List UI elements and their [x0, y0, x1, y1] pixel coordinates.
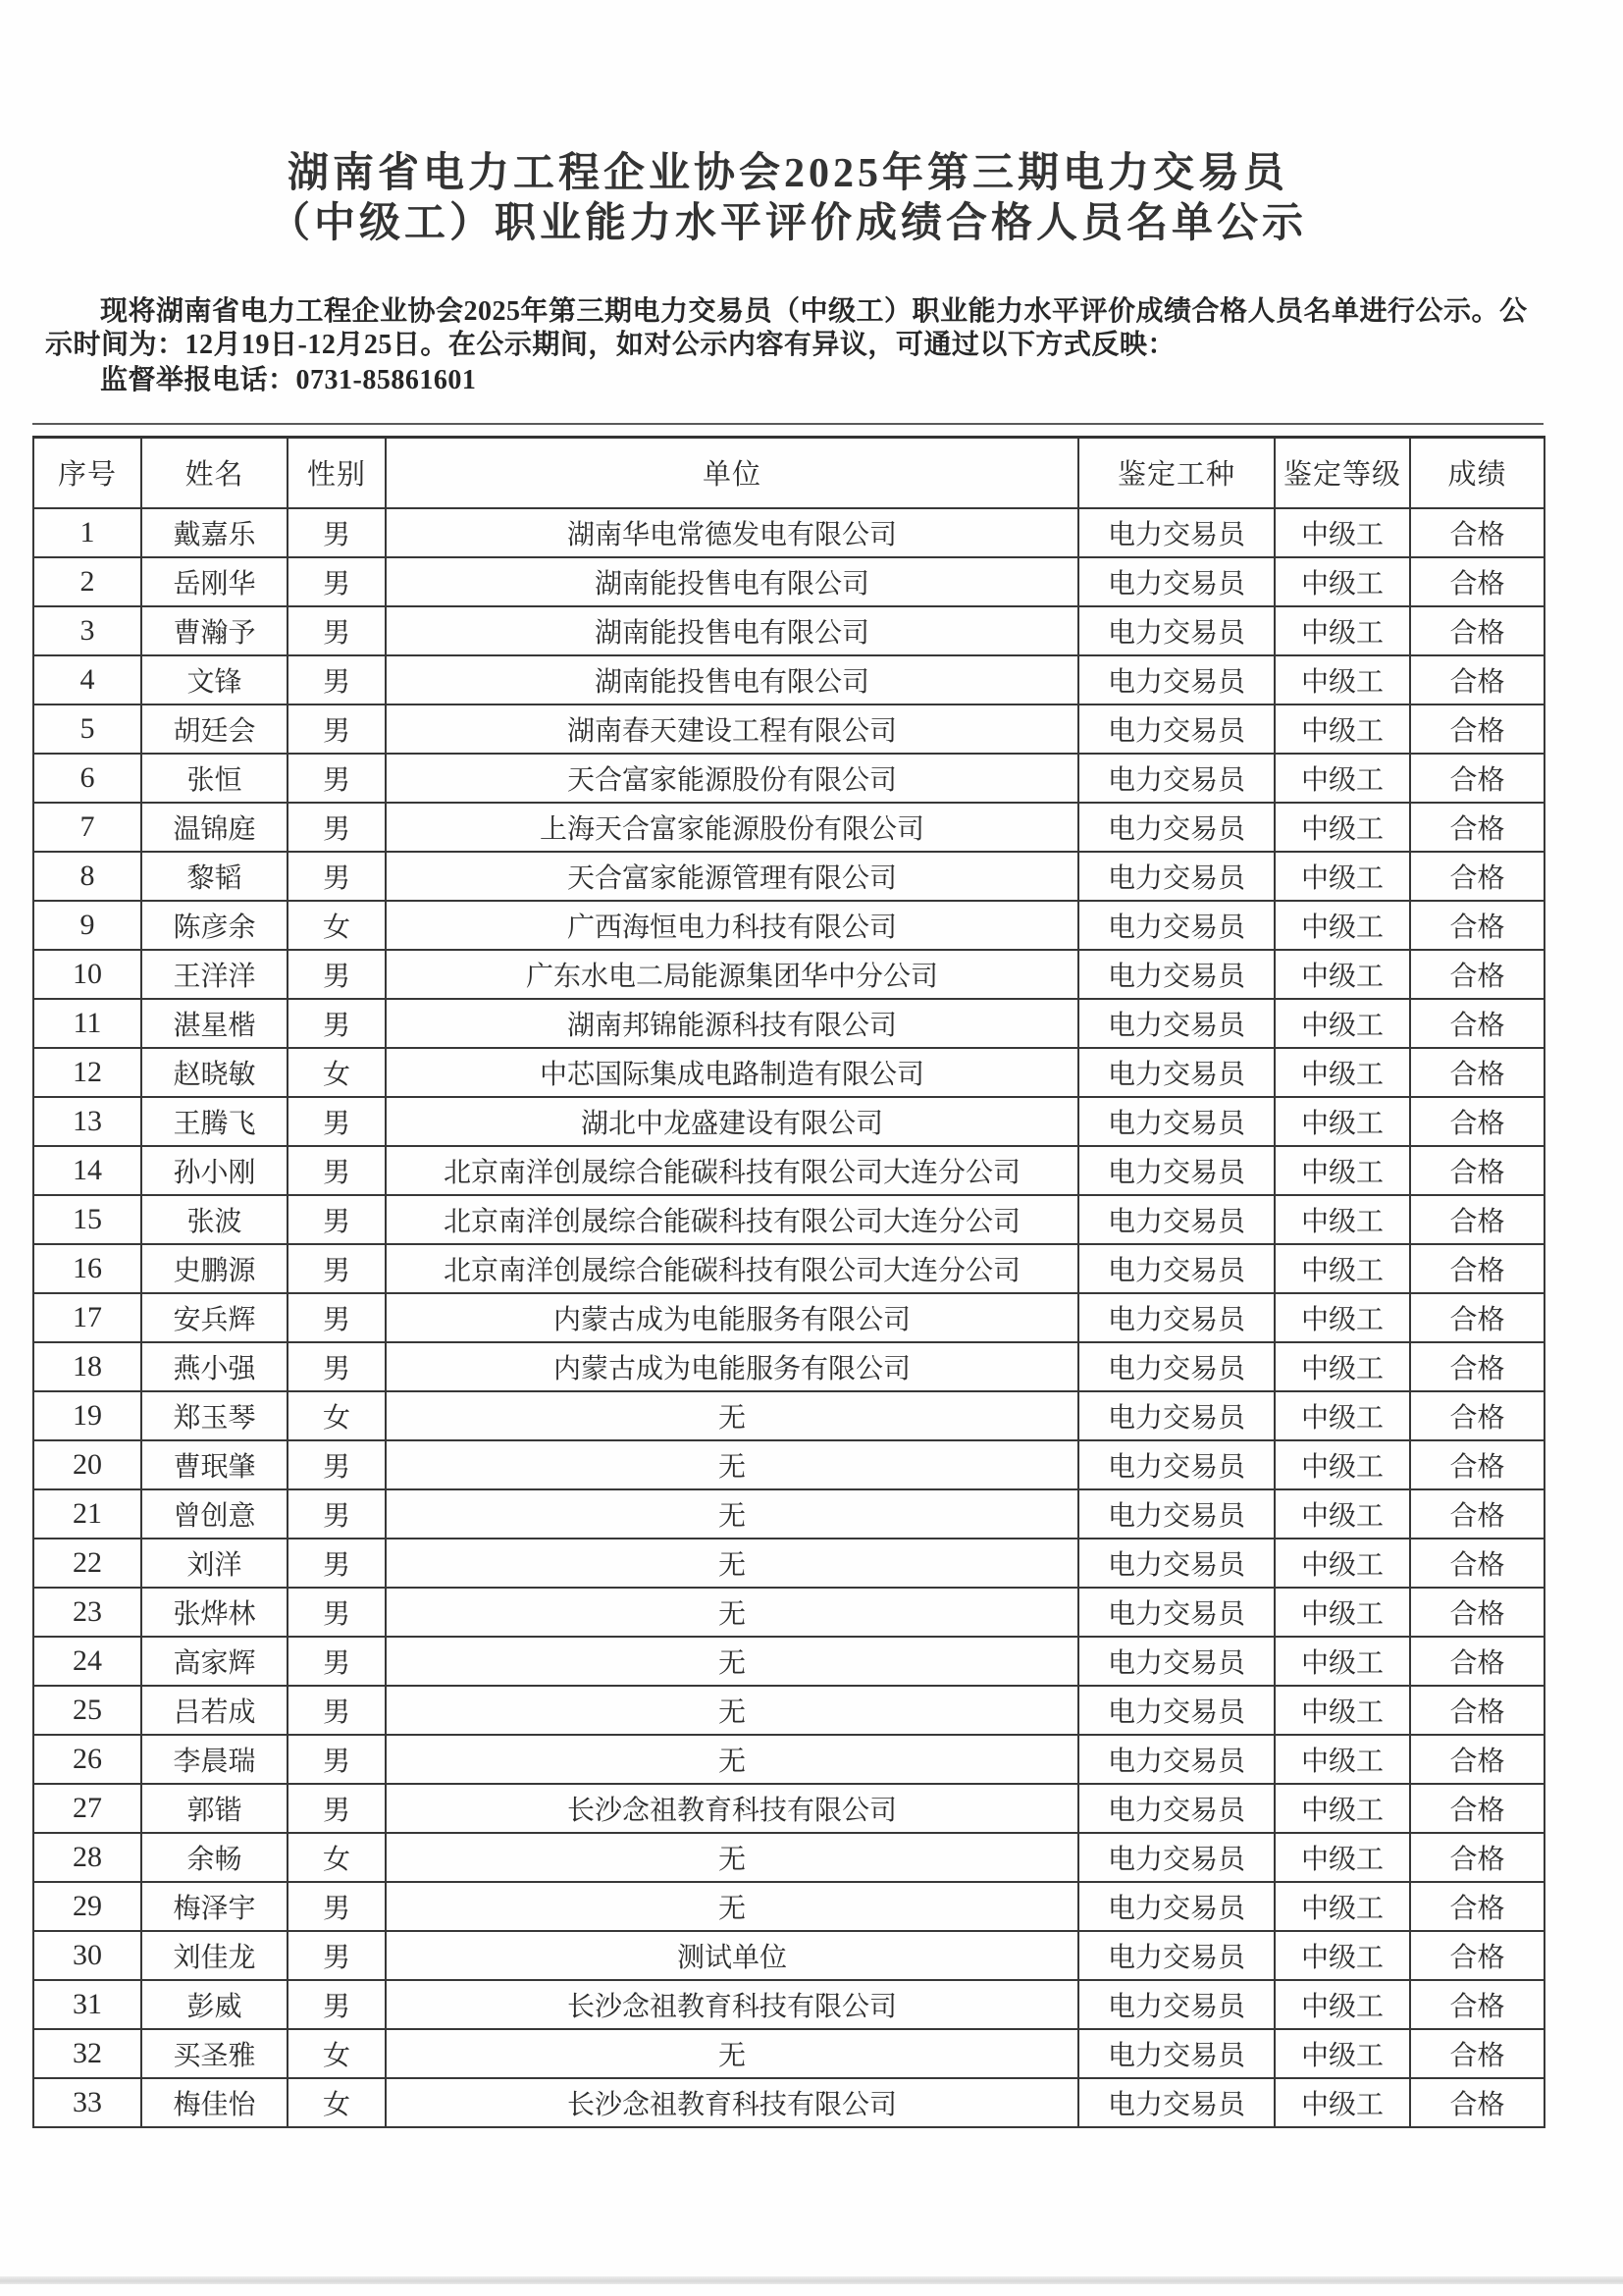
cell-occupation: 电力交易员 [1078, 1784, 1275, 1833]
cell-result: 合格 [1410, 1244, 1544, 1293]
cell-result: 合格 [1410, 1195, 1544, 1244]
table-row [33, 704, 1544, 754]
cell-occupation: 电力交易员 [1078, 557, 1275, 606]
cell-index: 11 [33, 999, 141, 1048]
cell-occupation: 电力交易员 [1078, 1048, 1275, 1097]
cell-index: 8 [33, 852, 141, 901]
table-body [33, 508, 1544, 2127]
cell-unit: 测试单位 [386, 1931, 1078, 1980]
scan-shadow [0, 2276, 1623, 2284]
cell-occupation: 电力交易员 [1078, 803, 1275, 852]
cell-occupation: 电力交易员 [1078, 2078, 1275, 2127]
cell-gender: 男 [288, 655, 386, 704]
cell-name: 梅泽宇 [141, 1882, 288, 1931]
cell-unit: 湖南华电常德发电有限公司 [386, 508, 1078, 557]
cell-gender: 女 [288, 1391, 386, 1440]
cell-occupation: 电力交易员 [1078, 852, 1275, 901]
cell-gender: 男 [288, 803, 386, 852]
table-row [33, 852, 1544, 901]
cell-occupation: 电力交易员 [1078, 1391, 1275, 1440]
cell-name: 史鹏源 [141, 1244, 288, 1293]
cell-occupation: 电力交易员 [1078, 901, 1275, 950]
cell-level: 中级工 [1275, 1539, 1410, 1588]
cell-index: 15 [33, 1195, 141, 1244]
cell-occupation: 电力交易员 [1078, 1882, 1275, 1931]
table-row [33, 508, 1544, 557]
cell-result: 合格 [1410, 606, 1544, 655]
table-row [33, 754, 1544, 803]
cell-result: 合格 [1410, 1391, 1544, 1440]
cell-name: 王腾飞 [141, 1097, 288, 1146]
cell-index: 23 [33, 1588, 141, 1637]
table-row [33, 2029, 1544, 2078]
cell-result: 合格 [1410, 1097, 1544, 1146]
cell-index: 4 [33, 655, 141, 704]
cell-name: 王洋洋 [141, 950, 288, 999]
cell-name: 买圣雅 [141, 2029, 288, 2078]
cell-occupation: 电力交易员 [1078, 1342, 1275, 1391]
cell-level: 中级工 [1275, 1637, 1410, 1686]
cell-unit: 湖南能投售电有限公司 [386, 606, 1078, 655]
table-row [33, 1489, 1544, 1539]
cell-occupation: 电力交易员 [1078, 1489, 1275, 1539]
header-cell-occupation: 鉴定工种 [1078, 438, 1275, 508]
cell-unit: 无 [386, 2029, 1078, 2078]
cell-name: 温锦庭 [141, 803, 288, 852]
cell-result: 合格 [1410, 1588, 1544, 1637]
cell-result: 合格 [1410, 1146, 1544, 1195]
cell-index: 30 [33, 1931, 141, 1980]
cell-level: 中级工 [1275, 1195, 1410, 1244]
table-row [33, 1097, 1544, 1146]
cell-index: 6 [33, 754, 141, 803]
cell-name: 郑玉琴 [141, 1391, 288, 1440]
cell-occupation: 电力交易员 [1078, 2029, 1275, 2078]
cell-unit: 无 [386, 1686, 1078, 1735]
cell-occupation: 电力交易员 [1078, 1686, 1275, 1735]
table-row [33, 1882, 1544, 1931]
cell-index: 3 [33, 606, 141, 655]
table-row [33, 1637, 1544, 1686]
cell-name: 张波 [141, 1195, 288, 1244]
cell-gender: 女 [288, 901, 386, 950]
table-header-row [33, 438, 1544, 508]
cell-gender: 男 [288, 557, 386, 606]
cell-name: 彭威 [141, 1980, 288, 2029]
cell-level: 中级工 [1275, 2029, 1410, 2078]
cell-unit: 无 [386, 1440, 1078, 1489]
cell-gender: 男 [288, 950, 386, 999]
cell-name: 曹瀚予 [141, 606, 288, 655]
cell-index: 26 [33, 1735, 141, 1784]
cell-index: 7 [33, 803, 141, 852]
cell-index: 12 [33, 1048, 141, 1097]
cell-unit: 天合富家能源管理有限公司 [386, 852, 1078, 901]
cell-unit: 内蒙古成为电能服务有限公司 [386, 1293, 1078, 1342]
cell-unit: 无 [386, 1539, 1078, 1588]
cell-gender: 男 [288, 1686, 386, 1735]
cell-name: 刘佳龙 [141, 1931, 288, 1980]
cell-level: 中级工 [1275, 1588, 1410, 1637]
cell-occupation: 电力交易员 [1078, 1833, 1275, 1882]
cell-unit: 北京南洋创晟综合能碳科技有限公司大连分公司 [386, 1195, 1078, 1244]
table-row [33, 1293, 1544, 1342]
cell-occupation: 电力交易员 [1078, 1980, 1275, 2029]
header-cell-index: 序号 [33, 438, 141, 508]
header-cell-gender: 性别 [288, 438, 386, 508]
cell-result: 合格 [1410, 1489, 1544, 1539]
cell-occupation: 电力交易员 [1078, 1293, 1275, 1342]
cell-result: 合格 [1410, 1539, 1544, 1588]
cell-occupation: 电力交易员 [1078, 950, 1275, 999]
cell-occupation: 电力交易员 [1078, 1588, 1275, 1637]
cell-result: 合格 [1410, 1735, 1544, 1784]
table-row [33, 1391, 1544, 1440]
cell-level: 中级工 [1275, 1931, 1410, 1980]
cell-name: 赵晓敏 [141, 1048, 288, 1097]
cell-gender: 男 [288, 1637, 386, 1686]
cell-level: 中级工 [1275, 606, 1410, 655]
cell-gender: 男 [288, 1539, 386, 1588]
cell-occupation: 电力交易员 [1078, 1097, 1275, 1146]
cell-unit: 广东水电二局能源集团华中分公司 [386, 950, 1078, 999]
cell-occupation: 电力交易员 [1078, 754, 1275, 803]
cell-result: 合格 [1410, 1342, 1544, 1391]
header-cell-level: 鉴定等级 [1275, 438, 1410, 508]
cell-level: 中级工 [1275, 1833, 1410, 1882]
cell-occupation: 电力交易员 [1078, 1195, 1275, 1244]
table-row [33, 999, 1544, 1048]
cell-index: 1 [33, 508, 141, 557]
cell-level: 中级工 [1275, 1735, 1410, 1784]
cell-gender: 男 [288, 1882, 386, 1931]
table-row [33, 803, 1544, 852]
cell-index: 29 [33, 1882, 141, 1931]
cell-occupation: 电力交易员 [1078, 1637, 1275, 1686]
cell-result: 合格 [1410, 901, 1544, 950]
cell-level: 中级工 [1275, 852, 1410, 901]
cell-unit: 无 [386, 1735, 1078, 1784]
table-row [33, 950, 1544, 999]
cell-gender: 男 [288, 1489, 386, 1539]
cell-level: 中级工 [1275, 655, 1410, 704]
cell-occupation: 电力交易员 [1078, 606, 1275, 655]
table-row [33, 1342, 1544, 1391]
cell-name: 张恒 [141, 754, 288, 803]
cell-level: 中级工 [1275, 1097, 1410, 1146]
page-title-line1: 湖南省电力工程企业协会2025年第三期电力交易员 [287, 151, 1288, 196]
cell-index: 24 [33, 1637, 141, 1686]
cell-result: 合格 [1410, 557, 1544, 606]
cell-result: 合格 [1410, 655, 1544, 704]
table-row [33, 1833, 1544, 1882]
table-row [33, 1440, 1544, 1489]
cell-unit: 长沙念祖教育科技有限公司 [386, 2078, 1078, 2127]
cell-unit: 湖南能投售电有限公司 [386, 557, 1078, 606]
cell-index: 28 [33, 1833, 141, 1882]
cell-result: 合格 [1410, 1293, 1544, 1342]
table-row [33, 1980, 1544, 2029]
cell-result: 合格 [1410, 1048, 1544, 1097]
cell-index: 17 [33, 1293, 141, 1342]
cell-index: 9 [33, 901, 141, 950]
cell-gender: 男 [288, 1440, 386, 1489]
cell-gender: 女 [288, 1048, 386, 1097]
cell-name: 余畅 [141, 1833, 288, 1882]
cell-name: 文锋 [141, 655, 288, 704]
cell-level: 中级工 [1275, 1980, 1410, 2029]
table-top-rule [32, 423, 1544, 425]
cell-index: 21 [33, 1489, 141, 1539]
cell-index: 16 [33, 1244, 141, 1293]
cell-level: 中级工 [1275, 1882, 1410, 1931]
cell-unit: 无 [386, 1489, 1078, 1539]
cell-index: 32 [33, 2029, 141, 2078]
cell-level: 中级工 [1275, 508, 1410, 557]
table-row [33, 655, 1544, 704]
page-title [32, 149, 1544, 249]
cell-result: 合格 [1410, 803, 1544, 852]
cell-index: 31 [33, 1980, 141, 2029]
cell-level: 中级工 [1275, 1342, 1410, 1391]
cell-gender: 男 [288, 1244, 386, 1293]
cell-index: 27 [33, 1784, 141, 1833]
cell-name: 梅佳怡 [141, 2078, 288, 2127]
cell-result: 合格 [1410, 1980, 1544, 2029]
cell-result: 合格 [1410, 508, 1544, 557]
cell-level: 中级工 [1275, 1293, 1410, 1342]
header-cell-result: 成绩 [1410, 438, 1544, 508]
table-row [33, 606, 1544, 655]
cell-name: 燕小强 [141, 1342, 288, 1391]
cell-unit: 中芯国际集成电路制造有限公司 [386, 1048, 1078, 1097]
cell-level: 中级工 [1275, 1244, 1410, 1293]
cell-result: 合格 [1410, 1637, 1544, 1686]
cell-gender: 男 [288, 1293, 386, 1342]
cell-occupation: 电力交易员 [1078, 1244, 1275, 1293]
cell-level: 中级工 [1275, 704, 1410, 754]
header-cell-name: 姓名 [141, 438, 288, 508]
cell-name: 曾创意 [141, 1489, 288, 1539]
cell-name: 郭锴 [141, 1784, 288, 1833]
cell-result: 合格 [1410, 1882, 1544, 1931]
cell-index: 14 [33, 1146, 141, 1195]
cell-result: 合格 [1410, 2029, 1544, 2078]
cell-unit: 无 [386, 1833, 1078, 1882]
cell-unit: 上海天合富家能源股份有限公司 [386, 803, 1078, 852]
cell-level: 中级工 [1275, 1048, 1410, 1097]
cell-level: 中级工 [1275, 1686, 1410, 1735]
cell-index: 18 [33, 1342, 141, 1391]
cell-index: 22 [33, 1539, 141, 1588]
cell-name: 安兵辉 [141, 1293, 288, 1342]
cell-unit: 长沙念祖教育科技有限公司 [386, 1784, 1078, 1833]
cell-occupation: 电力交易员 [1078, 1735, 1275, 1784]
cell-gender: 女 [288, 1833, 386, 1882]
cell-level: 中级工 [1275, 557, 1410, 606]
cell-gender: 男 [288, 1980, 386, 2029]
cell-occupation: 电力交易员 [1078, 1146, 1275, 1195]
table-row [33, 901, 1544, 950]
cell-gender: 女 [288, 2029, 386, 2078]
table-row [33, 1146, 1544, 1195]
cell-unit: 广西海恒电力科技有限公司 [386, 901, 1078, 950]
cell-index: 2 [33, 557, 141, 606]
results-table [32, 436, 1545, 2128]
table-row [33, 1195, 1544, 1244]
cell-result: 合格 [1410, 754, 1544, 803]
cell-unit: 湖南邦锦能源科技有限公司 [386, 999, 1078, 1048]
cell-unit: 湖南春天建设工程有限公司 [386, 704, 1078, 754]
cell-name: 李晨瑞 [141, 1735, 288, 1784]
cell-unit: 长沙念祖教育科技有限公司 [386, 1980, 1078, 2029]
cell-name: 刘洋 [141, 1539, 288, 1588]
cell-name: 张烨林 [141, 1588, 288, 1637]
cell-result: 合格 [1410, 1833, 1544, 1882]
cell-index: 10 [33, 950, 141, 999]
page-title-line2: （中级工）职业能力水平评价成绩合格人员名单公示 [268, 201, 1307, 246]
header-cell-unit: 单位 [386, 438, 1078, 508]
cell-result: 合格 [1410, 2078, 1544, 2127]
table-row [33, 1539, 1544, 1588]
cell-gender: 男 [288, 1735, 386, 1784]
cell-result: 合格 [1410, 1784, 1544, 1833]
cell-unit: 北京南洋创晟综合能碳科技有限公司大连分公司 [386, 1146, 1078, 1195]
cell-result: 合格 [1410, 852, 1544, 901]
cell-occupation: 电力交易员 [1078, 999, 1275, 1048]
cell-name: 曹珉肇 [141, 1440, 288, 1489]
table-row [33, 1588, 1544, 1637]
cell-level: 中级工 [1275, 1146, 1410, 1195]
cell-gender: 男 [288, 1342, 386, 1391]
cell-name: 陈彦余 [141, 901, 288, 950]
cell-unit: 天合富家能源股份有限公司 [386, 754, 1078, 803]
intro-paragraph: 现将湖南省电力工程企业协会2025年第三期电力交易员（中级工）职业能力水平评价成绩合格人员名单进行公示。公示时间为：12月19日-12月25日。在公示期间，如对公示内容有异议，可通过以下方式反映： [45, 296, 1528, 360]
cell-unit: 内蒙古成为电能服务有限公司 [386, 1342, 1078, 1391]
table-row [33, 557, 1544, 606]
cell-name: 高家辉 [141, 1637, 288, 1686]
cell-gender: 女 [288, 2078, 386, 2127]
cell-gender: 男 [288, 1931, 386, 1980]
table-row [33, 1244, 1544, 1293]
cell-index: 5 [33, 704, 141, 754]
cell-level: 中级工 [1275, 754, 1410, 803]
cell-gender: 男 [288, 852, 386, 901]
cell-result: 合格 [1410, 1686, 1544, 1735]
table-row [33, 1784, 1544, 1833]
cell-gender: 男 [288, 999, 386, 1048]
cell-level: 中级工 [1275, 1391, 1410, 1440]
cell-unit: 无 [386, 1637, 1078, 1686]
cell-gender: 男 [288, 508, 386, 557]
table-row [33, 1735, 1544, 1784]
cell-occupation: 电力交易员 [1078, 1440, 1275, 1489]
table-row [33, 1686, 1544, 1735]
cell-name: 戴嘉乐 [141, 508, 288, 557]
cell-gender: 男 [288, 1146, 386, 1195]
cell-unit: 无 [386, 1588, 1078, 1637]
cell-index: 19 [33, 1391, 141, 1440]
cell-name: 湛星楷 [141, 999, 288, 1048]
table-row [33, 1931, 1544, 1980]
cell-result: 合格 [1410, 1931, 1544, 1980]
cell-name: 胡廷会 [141, 704, 288, 754]
cell-level: 中级工 [1275, 803, 1410, 852]
cell-index: 25 [33, 1686, 141, 1735]
hotline-line: 监督举报电话：0731-85861601 [100, 365, 477, 395]
cell-gender: 男 [288, 1784, 386, 1833]
cell-level: 中级工 [1275, 901, 1410, 950]
cell-occupation: 电力交易员 [1078, 1539, 1275, 1588]
cell-index: 20 [33, 1440, 141, 1489]
cell-result: 合格 [1410, 950, 1544, 999]
table-row [33, 1048, 1544, 1097]
cell-gender: 男 [288, 704, 386, 754]
cell-level: 中级工 [1275, 999, 1410, 1048]
table-row [33, 2078, 1544, 2127]
cell-unit: 湖南能投售电有限公司 [386, 655, 1078, 704]
cell-occupation: 电力交易员 [1078, 704, 1275, 754]
cell-result: 合格 [1410, 1440, 1544, 1489]
cell-occupation: 电力交易员 [1078, 508, 1275, 557]
cell-name: 孙小刚 [141, 1146, 288, 1195]
cell-result: 合格 [1410, 999, 1544, 1048]
cell-result: 合格 [1410, 704, 1544, 754]
cell-name: 岳刚华 [141, 557, 288, 606]
cell-name: 黎韬 [141, 852, 288, 901]
cell-gender: 男 [288, 1195, 386, 1244]
cell-unit: 湖北中龙盛建设有限公司 [386, 1097, 1078, 1146]
cell-occupation: 电力交易员 [1078, 1931, 1275, 1980]
cell-level: 中级工 [1275, 1489, 1410, 1539]
cell-level: 中级工 [1275, 1784, 1410, 1833]
cell-index: 13 [33, 1097, 141, 1146]
cell-gender: 男 [288, 1097, 386, 1146]
cell-unit: 无 [386, 1391, 1078, 1440]
cell-gender: 男 [288, 754, 386, 803]
cell-level: 中级工 [1275, 1440, 1410, 1489]
cell-level: 中级工 [1275, 950, 1410, 999]
cell-unit: 无 [386, 1882, 1078, 1931]
cell-gender: 男 [288, 1588, 386, 1637]
cell-occupation: 电力交易员 [1078, 655, 1275, 704]
cell-index: 33 [33, 2078, 141, 2127]
cell-gender: 男 [288, 606, 386, 655]
cell-name: 吕若成 [141, 1686, 288, 1735]
cell-level: 中级工 [1275, 2078, 1410, 2127]
cell-unit: 北京南洋创晟综合能碳科技有限公司大连分公司 [386, 1244, 1078, 1293]
